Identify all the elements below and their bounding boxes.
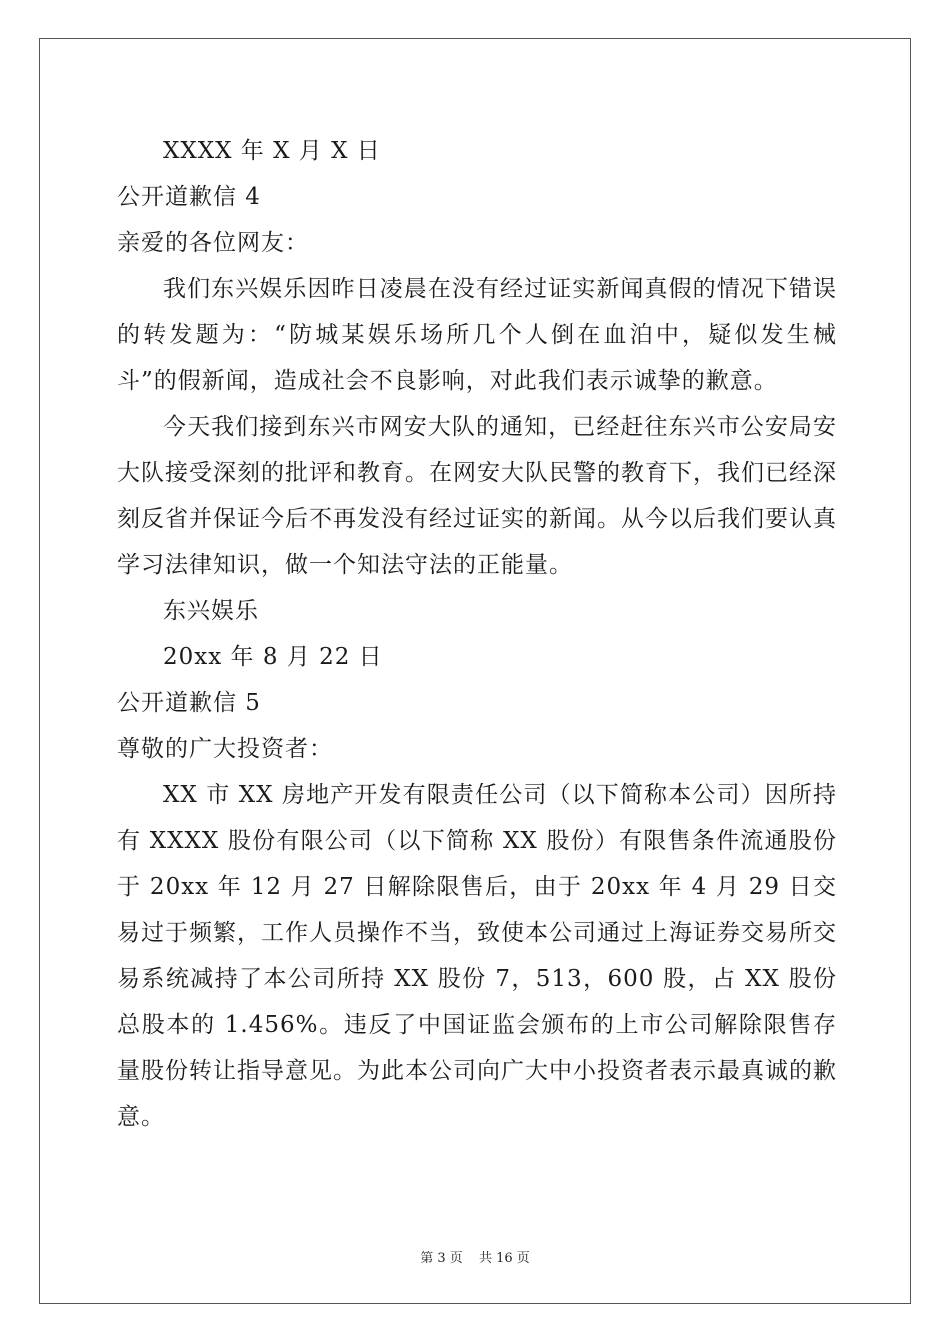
signature-4: 东兴娱乐: [163, 598, 259, 624]
letter-heading-4: 公开道歉信 4: [117, 184, 261, 210]
paragraph-4-1: 我们东兴娱乐因昨日凌晨在没有经过证实新闻真假的情况下错误的转发题为：“防城某娱乐场所几个人倒在血泊中，疑似发生械斗”的假新闻，造成社会不良影响，对此我们表示诚挚的歉意。: [117, 276, 837, 394]
date-line: XXXX 年 X 月 X 日: [163, 138, 381, 164]
letter-heading-5: 公开道歉信 5: [117, 690, 261, 716]
document-body: [117, 128, 837, 1140]
page-footer: [0, 1247, 950, 1266]
greeting-5: 尊敬的广大投资者：: [117, 736, 333, 762]
paragraph-5-1: XX 市 XX 房地产开发有限责任公司（以下简称本公司）因所持有 XXXX 股份有限公司（以下简称 XX 股份）有限售条件流通股份于 20xx 年 12 月 27 日解除限售后，由于 20xx 年 4 月 29 日交易过于频繁，工作人员操作不当，致使本公司通过上海证券交易所交易系统减持了本公司所持 XX 股份 7，513，600 股，占 XX 股份总股本的 1.456%。违反了中国证监会颁布的上市公司解除限售存量股份转让指导意见。为此本公司向广大中小投资者表示最真诚的歉意。: [117, 782, 837, 1130]
date-4: 20xx 年 8 月 22 日: [163, 644, 383, 670]
page-total: 共 16 页: [478, 1251, 530, 1266]
paragraph-4-2: 今天我们接到东兴市网安大队的通知，已经赶往东兴市公安局安大队接受深刻的批评和教育。在网安大队民警的教育下，我们已经深刻反省并保证今后不再发没有经过证实的新闻。从今以后我们要认真学习法律知识，做一个知法守法的正能量。: [117, 414, 837, 578]
page-number: 第 3 页: [420, 1251, 463, 1266]
greeting-4: 亲爱的各位网友：: [117, 230, 309, 256]
